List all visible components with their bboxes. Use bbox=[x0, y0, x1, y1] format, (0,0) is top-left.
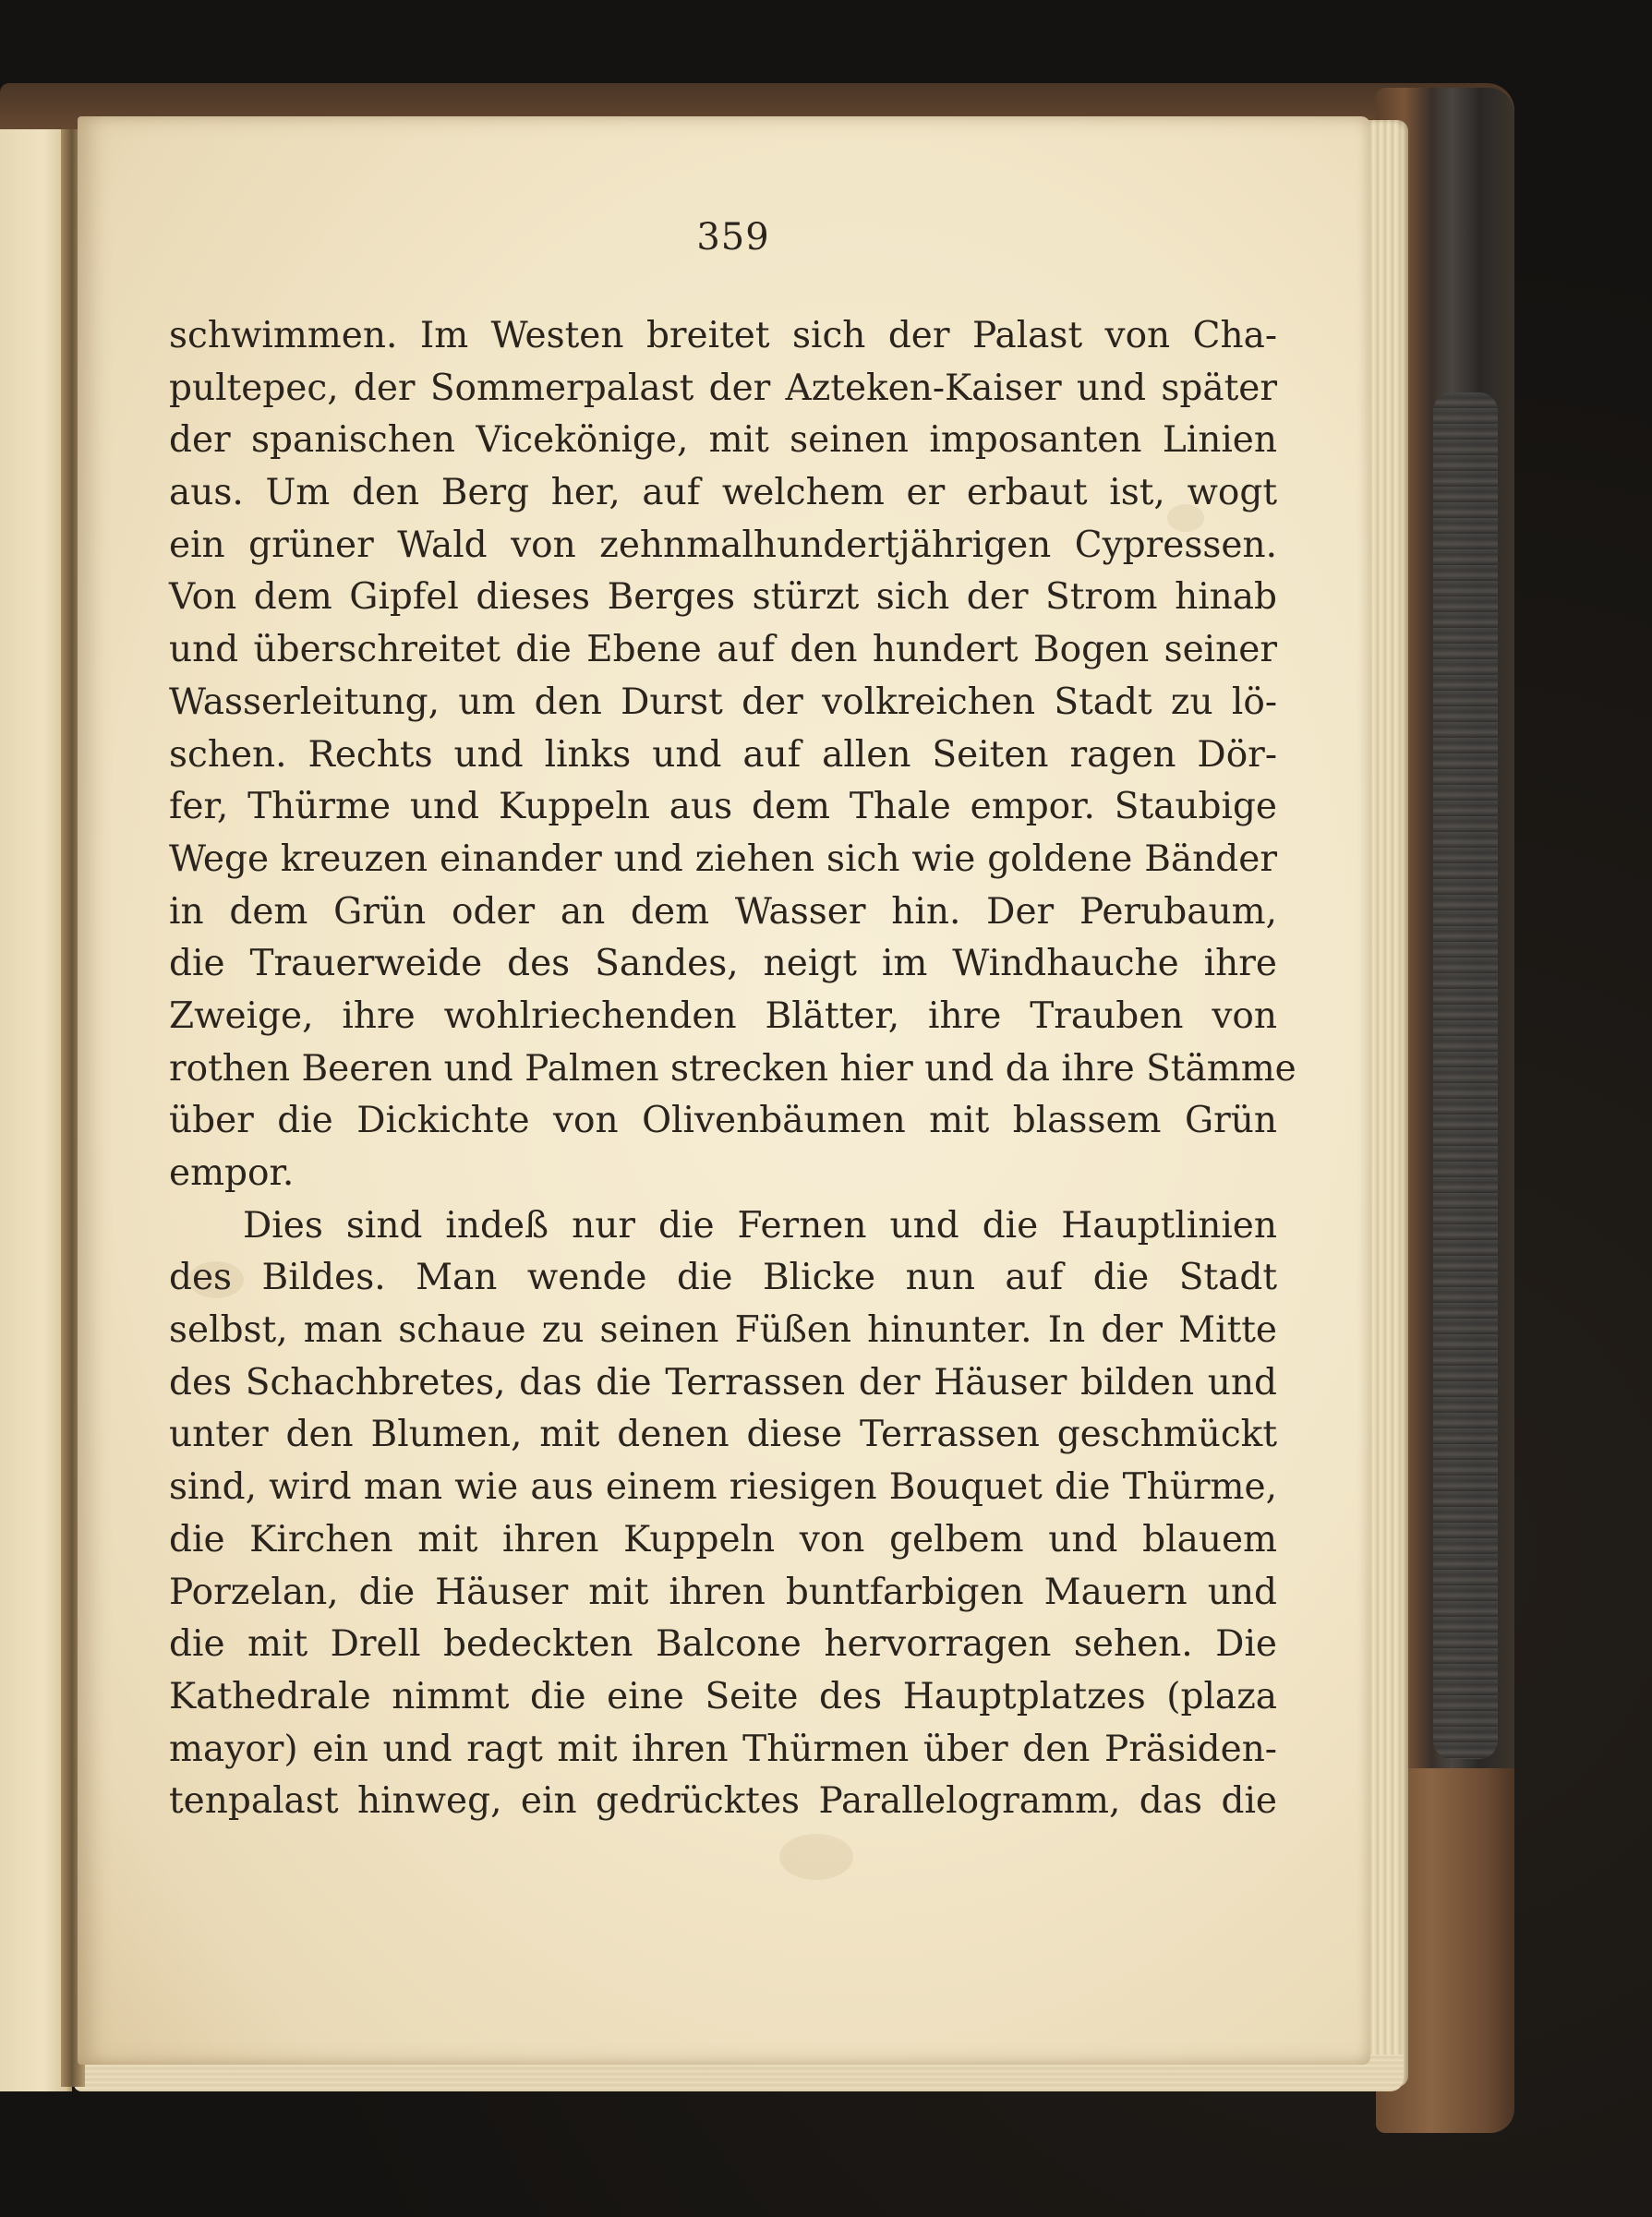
text-line: Porzelan, die Häuser mit ihren buntfarbigen Mauern und bbox=[169, 1571, 1277, 1613]
text-line: mayor) ein und ragt mit ihren Thürmen über den Präsiden- bbox=[169, 1728, 1277, 1770]
text-line: die Trauerweide des Sandes, neigt im Windhauche ihre bbox=[169, 943, 1277, 985]
text-line: sind, wird man wie aus einem riesigen Bouquet die Thürme, bbox=[169, 1466, 1277, 1509]
text-line: rothen Beeren und Palmen strecken hier und da ihre Stämme bbox=[169, 1047, 1296, 1090]
text-line: selbst, man schaue zu seinen Füßen hinunter. In der Mitte bbox=[169, 1309, 1277, 1352]
text-line: fer, Thürme und Kuppeln aus dem Thale empor. Staubige bbox=[169, 786, 1277, 828]
text-line: und überschreitet die Ebene auf den hundert Bogen seiner bbox=[169, 629, 1277, 671]
text-line: Kathedrale nimmt die eine Seite des Hauptplatzes (plaza bbox=[169, 1675, 1277, 1717]
text-line: unter den Blumen, mit denen diese Terrassen geschmückt bbox=[169, 1414, 1277, 1456]
text-line: Dies sind indeß nur die Fernen und die Hauptlinien bbox=[243, 1204, 1277, 1247]
text-line: der spanischen Vicekönige, mit seinen imposanten Linien bbox=[169, 419, 1277, 462]
text-line: Zweige, ihre wohlriechenden Blätter, ihre Trauben von bbox=[169, 994, 1277, 1037]
text-line: Von dem Gipfel dieses Berges stürzt sich der Strom hinab bbox=[169, 576, 1277, 619]
text-line: ein grüner Wald von zehnmalhundertjährigen Cypressen. bbox=[169, 524, 1277, 566]
page-text bbox=[169, 310, 1296, 1828]
text-line: pultepec, der Sommerpalast der Azteken-Kaiser und später bbox=[169, 367, 1277, 409]
book-page bbox=[78, 116, 1370, 2065]
text-line: tenpalast hinweg, ein gedrücktes Parallelogramm, das die bbox=[169, 1780, 1277, 1823]
cover-worn-edge bbox=[1433, 392, 1498, 1759]
paper-stain bbox=[779, 1834, 853, 1880]
text-line: Wege kreuzen einander und ziehen sich wie goldene Bänder bbox=[169, 837, 1277, 880]
page-number: 359 bbox=[696, 216, 770, 259]
text-line: aus. Um den Berg her, auf welchem er erbaut ist, wogt bbox=[169, 472, 1277, 514]
text-line: Wasserleitung, um den Durst der volkreichen Stadt zu lö- bbox=[169, 681, 1277, 723]
text-line: des Schachbretes, das die Terrassen der Häuser bilden und bbox=[169, 1361, 1277, 1404]
text-line: über die Dickichte von Olivenbäumen mit blassem Grün bbox=[169, 1100, 1277, 1142]
text-line: die Kirchen mit ihren Kuppeln von gelbem und blauem bbox=[169, 1518, 1277, 1560]
text-line: die mit Drell bedeckten Balcone hervorragen sehen. Die bbox=[169, 1623, 1277, 1666]
text-line: schwimmen. Im Westen breitet sich der Palast von Cha- bbox=[169, 315, 1277, 356]
text-line: in dem Grün oder an dem Wasser hin. Der Perubaum, bbox=[169, 890, 1277, 933]
text-line: empor. bbox=[169, 1152, 295, 1194]
text-line: des Bildes. Man wende die Blicke nun auf die Stadt bbox=[169, 1257, 1277, 1299]
text-line: schen. Rechts und links und auf allen Seiten ragen Dör- bbox=[169, 733, 1277, 776]
